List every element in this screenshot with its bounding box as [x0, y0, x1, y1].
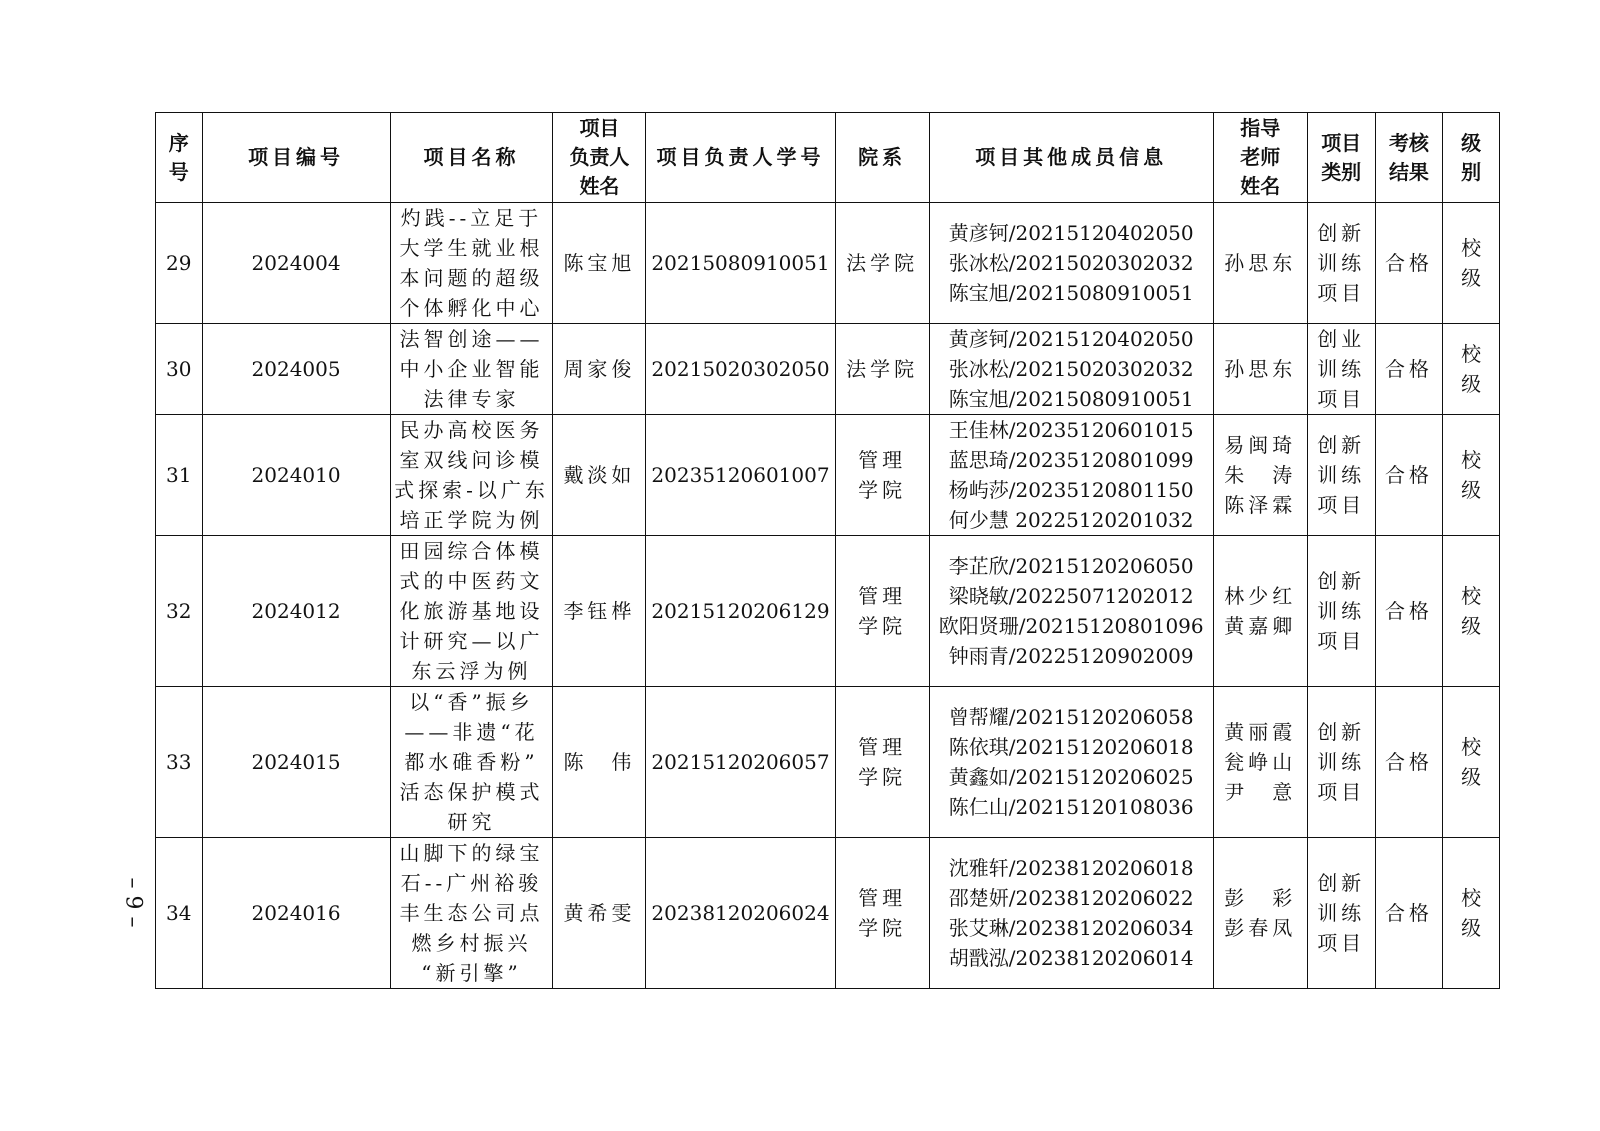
cell-advisor: 彭 彩 彭春凤 — [1213, 838, 1307, 989]
cell-leader-id: 20235120601007 — [646, 415, 835, 536]
cell-leader: 黄希雯 — [553, 838, 646, 989]
header-leader-id: 项目负责人学号 — [646, 113, 835, 203]
cell-leader-id: 20215120206129 — [646, 536, 835, 687]
cell-category: 创新 训练 项目 — [1307, 203, 1375, 324]
table-row — [156, 203, 1500, 324]
cell-level: 校 级 — [1443, 838, 1500, 989]
cell-project-name: 田园综合体模 式的中医药文 化旅游基地设 计研究—以广 东云浮为例 — [390, 536, 553, 687]
cell-dept: 管理 学院 — [835, 687, 929, 838]
cell-code: 2024005 — [202, 324, 390, 415]
cell-code: 2024015 — [202, 687, 390, 838]
cell-members: 曾帮耀/20215120206058 陈依琪/20215120206018 黄鑫如/20215120206025 陈仁山/20215120108036 — [929, 687, 1213, 838]
cell-members: 沈雅轩/20238120206018 邵楚妍/20238120206022 张艾琳/20238120206034 胡戬泓/20238120206014 — [929, 838, 1213, 989]
cell-seq: 34 — [156, 838, 203, 989]
cell-members: 黄彦钶/20215120402050 张冰松/20215020302032 陈宝旭/20215080910051 — [929, 203, 1213, 324]
cell-result: 合格 — [1375, 415, 1443, 536]
header-code: 项目编号 — [202, 113, 390, 203]
cell-level: 校 级 — [1443, 687, 1500, 838]
cell-leader: 陈宝旭 — [553, 203, 646, 324]
header-level: 级 别 — [1443, 113, 1500, 203]
cell-level: 校 级 — [1443, 324, 1500, 415]
cell-advisor: 易闽琦 朱 涛 陈泽霖 — [1213, 415, 1307, 536]
cell-leader-id: 20215020302050 — [646, 324, 835, 415]
cell-code: 2024016 — [202, 838, 390, 989]
cell-members: 黄彦钶/20215120402050 张冰松/20215020302032 陈宝旭/20215080910051 — [929, 324, 1213, 415]
header-members: 项目其他成员信息 — [929, 113, 1213, 203]
cell-code: 2024010 — [202, 415, 390, 536]
cell-dept: 法学院 — [835, 324, 929, 415]
cell-result: 合格 — [1375, 838, 1443, 989]
cell-seq: 29 — [156, 203, 203, 324]
cell-category: 创新 训练 项目 — [1307, 687, 1375, 838]
header-advisor: 指导 老师 姓名 — [1213, 113, 1307, 203]
cell-dept: 管理 学院 — [835, 838, 929, 989]
cell-category: 创新 训练 项目 — [1307, 415, 1375, 536]
cell-result: 合格 — [1375, 324, 1443, 415]
cell-code: 2024004 — [202, 203, 390, 324]
cell-category: 创业 训练 项目 — [1307, 324, 1375, 415]
table-row — [156, 838, 1500, 989]
page-number: – 9 – — [120, 877, 146, 928]
cell-seq: 30 — [156, 324, 203, 415]
header-category: 项目 类别 — [1307, 113, 1375, 203]
cell-result: 合格 — [1375, 536, 1443, 687]
cell-members: 李芷欣/20215120206050 梁晓敏/20225071202012 欧阳贤珊/20215120801096 钟雨青/20225120902009 — [929, 536, 1213, 687]
table-row — [156, 687, 1500, 838]
cell-leader: 李钰桦 — [553, 536, 646, 687]
cell-level: 校 级 — [1443, 203, 1500, 324]
table-row — [156, 415, 1500, 536]
cell-level: 校 级 — [1443, 536, 1500, 687]
project-table — [155, 112, 1500, 989]
cell-seq: 31 — [156, 415, 203, 536]
header-row — [156, 113, 1500, 203]
cell-project-name: 民办高校医务 室双线问诊模 式探索-以广东 培正学院为例 — [390, 415, 553, 536]
cell-leader-id: 20215120206057 — [646, 687, 835, 838]
cell-leader-id: 20238120206024 — [646, 838, 835, 989]
cell-result: 合格 — [1375, 687, 1443, 838]
cell-level: 校 级 — [1443, 415, 1500, 536]
table-row — [156, 324, 1500, 415]
header-result: 考核 结果 — [1375, 113, 1443, 203]
cell-result: 合格 — [1375, 203, 1443, 324]
header-leader: 项目 负责人 姓名 — [553, 113, 646, 203]
cell-code: 2024012 — [202, 536, 390, 687]
cell-seq: 32 — [156, 536, 203, 687]
cell-advisor: 孙思东 — [1213, 324, 1307, 415]
cell-advisor: 孙思东 — [1213, 203, 1307, 324]
header-seq: 序 号 — [156, 113, 203, 203]
cell-leader-id: 20215080910051 — [646, 203, 835, 324]
cell-project-name: 灼践--立足于 大学生就业根 本问题的超级 个体孵化中心 — [390, 203, 553, 324]
cell-category: 创新 训练 项目 — [1307, 536, 1375, 687]
cell-project-name: 法智创途—— 中小企业智能 法律专家 — [390, 324, 553, 415]
cell-advisor: 林少红 黄嘉卿 — [1213, 536, 1307, 687]
cell-leader: 陈 伟 — [553, 687, 646, 838]
cell-dept: 管理 学院 — [835, 415, 929, 536]
cell-leader: 戴淡如 — [553, 415, 646, 536]
cell-seq: 33 — [156, 687, 203, 838]
cell-members: 王佳林/20235120601015 蓝思琦/20235120801099 杨屿莎/20235120801150 何少慧 20225120201032 — [929, 415, 1213, 536]
header-name: 项目名称 — [390, 113, 553, 203]
cell-dept: 法学院 — [835, 203, 929, 324]
header-dept: 院系 — [835, 113, 929, 203]
cell-category: 创新 训练 项目 — [1307, 838, 1375, 989]
cell-leader: 周家俊 — [553, 324, 646, 415]
table-row — [156, 536, 1500, 687]
cell-project-name: 以“香”振乡 ——非遗“花 都水碓香粉” 活态保护模式 研究 — [390, 687, 553, 838]
cell-advisor: 黄丽霞 瓮峥山 尹 意 — [1213, 687, 1307, 838]
cell-project-name: 山脚下的绿宝 石--广州裕骏 丰生态公司点 燃乡村振兴 “新引擎” — [390, 838, 553, 989]
cell-dept: 管理 学院 — [835, 536, 929, 687]
